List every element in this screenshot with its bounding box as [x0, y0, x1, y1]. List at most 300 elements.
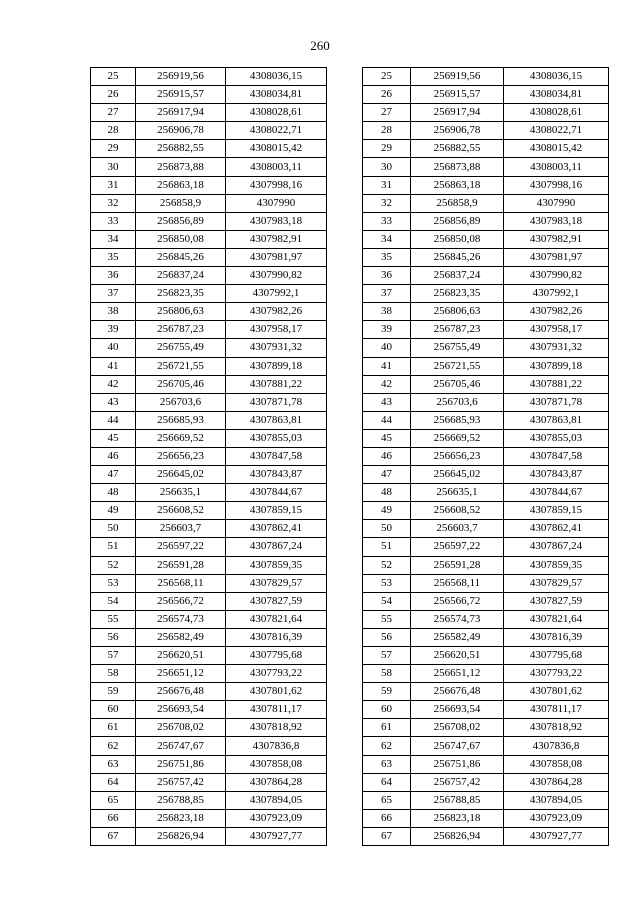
y-coordinate-cell: 4307982,26 — [504, 303, 609, 321]
table-row — [363, 737, 609, 755]
point-number-cell: 47 — [363, 466, 411, 484]
y-coordinate-cell: 4307894,05 — [226, 791, 327, 809]
x-coordinate-cell: 256837,24 — [136, 267, 226, 285]
x-coordinate-cell: 256858,9 — [136, 194, 226, 212]
y-coordinate-cell: 4308003,11 — [504, 158, 609, 176]
y-coordinate-cell: 4307821,64 — [226, 610, 327, 628]
x-coordinate-cell: 256788,85 — [136, 791, 226, 809]
point-number-cell: 46 — [363, 447, 411, 465]
table-row — [91, 303, 327, 321]
table-row — [363, 122, 609, 140]
x-coordinate-cell: 256906,78 — [136, 122, 226, 140]
point-number-cell: 42 — [91, 375, 136, 393]
x-coordinate-cell: 256566,72 — [136, 592, 226, 610]
y-coordinate-cell: 4307864,28 — [504, 773, 609, 791]
table-row — [363, 339, 609, 357]
point-number-cell: 37 — [363, 285, 411, 303]
y-coordinate-cell: 4307862,41 — [504, 520, 609, 538]
table-row — [91, 791, 327, 809]
y-coordinate-cell: 4307859,15 — [226, 502, 327, 520]
y-coordinate-cell: 4307990,82 — [504, 267, 609, 285]
x-coordinate-cell: 256669,52 — [411, 429, 504, 447]
table-row — [91, 230, 327, 248]
table-row — [91, 701, 327, 719]
y-coordinate-cell: 4307836,8 — [226, 737, 327, 755]
x-coordinate-cell: 256873,88 — [411, 158, 504, 176]
point-number-cell: 44 — [91, 411, 136, 429]
x-coordinate-cell: 256703,6 — [136, 393, 226, 411]
point-number-cell: 45 — [363, 429, 411, 447]
point-number-cell: 30 — [91, 158, 136, 176]
y-coordinate-cell: 4307958,17 — [226, 321, 327, 339]
y-coordinate-cell: 4307899,18 — [504, 357, 609, 375]
y-coordinate-cell: 4307998,16 — [504, 176, 609, 194]
table-row — [91, 466, 327, 484]
y-coordinate-cell: 4308034,81 — [504, 86, 609, 104]
x-coordinate-cell: 256806,63 — [411, 303, 504, 321]
y-coordinate-cell: 4308015,42 — [226, 140, 327, 158]
table-row — [363, 429, 609, 447]
point-number-cell: 38 — [91, 303, 136, 321]
x-coordinate-cell: 256856,89 — [411, 212, 504, 230]
table-row — [363, 755, 609, 773]
y-coordinate-cell: 4307927,77 — [504, 827, 609, 845]
point-number-cell: 25 — [363, 68, 411, 86]
point-number-cell: 61 — [363, 719, 411, 737]
y-coordinate-cell: 4307855,03 — [504, 429, 609, 447]
x-coordinate-cell: 256591,28 — [411, 556, 504, 574]
x-coordinate-cell: 256635,1 — [136, 484, 226, 502]
point-number-cell: 33 — [91, 212, 136, 230]
x-coordinate-cell: 256620,51 — [411, 647, 504, 665]
x-coordinate-cell: 256882,55 — [136, 140, 226, 158]
y-coordinate-cell: 4307983,18 — [226, 212, 327, 230]
x-coordinate-cell: 256608,52 — [136, 502, 226, 520]
point-number-cell: 47 — [91, 466, 136, 484]
x-coordinate-cell: 256757,42 — [136, 773, 226, 791]
x-coordinate-cell: 256705,46 — [136, 375, 226, 393]
point-number-cell: 58 — [91, 665, 136, 683]
table-row — [363, 267, 609, 285]
y-coordinate-cell: 4307923,09 — [504, 809, 609, 827]
y-coordinate-cell: 4307801,62 — [226, 683, 327, 701]
y-coordinate-cell: 4307899,18 — [226, 357, 327, 375]
point-number-cell: 50 — [91, 520, 136, 538]
y-coordinate-cell: 4307836,8 — [504, 737, 609, 755]
y-coordinate-cell: 4308034,81 — [226, 86, 327, 104]
point-number-cell: 38 — [363, 303, 411, 321]
y-coordinate-cell: 4307811,17 — [504, 701, 609, 719]
x-coordinate-cell: 256915,57 — [411, 86, 504, 104]
x-coordinate-cell: 256882,55 — [411, 140, 504, 158]
y-coordinate-cell: 4307859,35 — [226, 556, 327, 574]
table-row — [363, 484, 609, 502]
table-row — [91, 592, 327, 610]
x-coordinate-cell: 256708,02 — [136, 719, 226, 737]
point-number-cell: 26 — [91, 86, 136, 104]
x-coordinate-cell: 256823,18 — [411, 809, 504, 827]
table-row — [91, 447, 327, 465]
y-coordinate-cell: 4307867,24 — [226, 538, 327, 556]
table-row — [91, 357, 327, 375]
y-coordinate-cell: 4307990,82 — [226, 267, 327, 285]
y-coordinate-cell: 4307863,81 — [504, 411, 609, 429]
x-coordinate-cell: 256757,42 — [411, 773, 504, 791]
point-number-cell: 51 — [363, 538, 411, 556]
x-coordinate-cell: 256850,08 — [411, 230, 504, 248]
y-coordinate-cell: 4307844,67 — [504, 484, 609, 502]
x-coordinate-cell: 256721,55 — [136, 357, 226, 375]
x-coordinate-cell: 256685,93 — [136, 411, 226, 429]
table-row — [91, 665, 327, 683]
table-row — [91, 538, 327, 556]
x-coordinate-cell: 256693,54 — [136, 701, 226, 719]
table-row — [91, 610, 327, 628]
table-row — [91, 321, 327, 339]
point-number-cell: 55 — [363, 610, 411, 628]
x-coordinate-cell: 256656,23 — [411, 447, 504, 465]
point-number-cell: 46 — [91, 447, 136, 465]
y-coordinate-cell: 4307821,64 — [504, 610, 609, 628]
y-coordinate-cell: 4307894,05 — [504, 791, 609, 809]
point-number-cell: 36 — [91, 267, 136, 285]
table-row — [363, 393, 609, 411]
table-row — [363, 303, 609, 321]
x-coordinate-cell: 256919,56 — [411, 68, 504, 86]
table-row — [91, 68, 327, 86]
table-row — [91, 719, 327, 737]
y-coordinate-cell: 4307983,18 — [504, 212, 609, 230]
y-coordinate-cell: 4307881,22 — [504, 375, 609, 393]
y-coordinate-cell: 4307990 — [504, 194, 609, 212]
table-row — [363, 86, 609, 104]
point-number-cell: 64 — [91, 773, 136, 791]
point-number-cell: 58 — [363, 665, 411, 683]
point-number-cell: 40 — [91, 339, 136, 357]
table-row — [91, 86, 327, 104]
y-coordinate-cell: 4307998,16 — [226, 176, 327, 194]
point-number-cell: 40 — [363, 339, 411, 357]
y-coordinate-cell: 4307818,92 — [226, 719, 327, 737]
point-number-cell: 56 — [91, 628, 136, 646]
point-number-cell: 34 — [363, 230, 411, 248]
table-row — [363, 248, 609, 266]
y-coordinate-cell: 4307855,03 — [226, 429, 327, 447]
y-coordinate-cell: 4307818,92 — [504, 719, 609, 737]
point-number-cell: 67 — [363, 827, 411, 845]
table-row — [363, 285, 609, 303]
point-number-cell: 32 — [91, 194, 136, 212]
table-row — [363, 230, 609, 248]
y-coordinate-cell: 4308022,71 — [504, 122, 609, 140]
x-coordinate-cell: 256755,49 — [136, 339, 226, 357]
point-number-cell: 52 — [91, 556, 136, 574]
point-number-cell: 49 — [91, 502, 136, 520]
table-row — [91, 484, 327, 502]
x-coordinate-cell: 256705,46 — [411, 375, 504, 393]
table-row — [91, 285, 327, 303]
x-coordinate-cell: 256863,18 — [136, 176, 226, 194]
x-coordinate-cell: 256787,23 — [136, 321, 226, 339]
point-number-cell: 28 — [91, 122, 136, 140]
y-coordinate-cell: 4307816,39 — [504, 628, 609, 646]
x-coordinate-cell: 256582,49 — [136, 628, 226, 646]
table-row — [363, 556, 609, 574]
y-coordinate-cell: 4307858,08 — [504, 755, 609, 773]
point-number-cell: 37 — [91, 285, 136, 303]
point-number-cell: 30 — [363, 158, 411, 176]
point-number-cell: 27 — [91, 104, 136, 122]
table-row — [91, 122, 327, 140]
x-coordinate-cell: 256826,94 — [136, 827, 226, 845]
point-number-cell: 52 — [363, 556, 411, 574]
y-coordinate-cell: 4307793,22 — [504, 665, 609, 683]
x-coordinate-cell: 256806,63 — [136, 303, 226, 321]
y-coordinate-cell: 4307923,09 — [226, 809, 327, 827]
x-coordinate-cell: 256747,67 — [411, 737, 504, 755]
point-number-cell: 43 — [363, 393, 411, 411]
table-row — [91, 411, 327, 429]
table-row — [91, 520, 327, 538]
y-coordinate-cell: 4307859,15 — [504, 502, 609, 520]
point-number-cell: 66 — [91, 809, 136, 827]
x-coordinate-cell: 256873,88 — [136, 158, 226, 176]
y-coordinate-cell: 4307843,87 — [226, 466, 327, 484]
table-row — [363, 574, 609, 592]
x-coordinate-cell: 256645,02 — [136, 466, 226, 484]
table-row — [91, 375, 327, 393]
x-coordinate-cell: 256620,51 — [136, 647, 226, 665]
x-coordinate-cell: 256823,35 — [411, 285, 504, 303]
table-row — [91, 429, 327, 447]
table-row — [91, 248, 327, 266]
y-coordinate-cell: 4307863,81 — [226, 411, 327, 429]
table-row — [363, 411, 609, 429]
x-coordinate-cell: 256603,7 — [136, 520, 226, 538]
point-number-cell: 54 — [91, 592, 136, 610]
table-row — [363, 68, 609, 86]
x-coordinate-cell: 256755,49 — [411, 339, 504, 357]
x-coordinate-cell: 256826,94 — [411, 827, 504, 845]
y-coordinate-cell: 4307981,97 — [226, 248, 327, 266]
table-row — [363, 809, 609, 827]
y-coordinate-cell: 4307847,58 — [504, 447, 609, 465]
table-row — [91, 176, 327, 194]
x-coordinate-cell: 256917,94 — [136, 104, 226, 122]
table-row — [363, 158, 609, 176]
y-coordinate-cell: 4307827,59 — [226, 592, 327, 610]
y-coordinate-cell: 4307811,17 — [226, 701, 327, 719]
point-number-cell: 67 — [91, 827, 136, 845]
point-number-cell: 28 — [363, 122, 411, 140]
x-coordinate-cell: 256597,22 — [136, 538, 226, 556]
point-number-cell: 31 — [91, 176, 136, 194]
table-row — [91, 104, 327, 122]
y-coordinate-cell: 4307931,32 — [226, 339, 327, 357]
page-number: 260 — [310, 38, 330, 53]
y-coordinate-cell: 4307871,78 — [504, 393, 609, 411]
point-number-cell: 63 — [363, 755, 411, 773]
point-number-cell: 55 — [91, 610, 136, 628]
y-coordinate-cell: 4308028,61 — [226, 104, 327, 122]
coordinates-table-right — [362, 67, 609, 846]
y-coordinate-cell: 4307829,57 — [504, 574, 609, 592]
x-coordinate-cell: 256708,02 — [411, 719, 504, 737]
point-number-cell: 65 — [363, 791, 411, 809]
x-coordinate-cell: 256906,78 — [411, 122, 504, 140]
point-number-cell: 49 — [363, 502, 411, 520]
point-number-cell: 51 — [91, 538, 136, 556]
table-row — [91, 556, 327, 574]
table-row — [91, 339, 327, 357]
point-number-cell: 59 — [91, 683, 136, 701]
x-coordinate-cell: 256919,56 — [136, 68, 226, 86]
y-coordinate-cell: 4308036,15 — [226, 68, 327, 86]
y-coordinate-cell: 4307992,1 — [226, 285, 327, 303]
y-coordinate-cell: 4307958,17 — [504, 321, 609, 339]
table-row — [91, 158, 327, 176]
x-coordinate-cell: 256823,35 — [136, 285, 226, 303]
y-coordinate-cell: 4307795,68 — [504, 647, 609, 665]
table-row — [363, 321, 609, 339]
point-number-cell: 65 — [91, 791, 136, 809]
y-coordinate-cell: 4307982,91 — [226, 230, 327, 248]
point-number-cell: 29 — [363, 140, 411, 158]
table-row — [363, 447, 609, 465]
x-coordinate-cell: 256591,28 — [136, 556, 226, 574]
point-number-cell: 25 — [91, 68, 136, 86]
point-number-cell: 31 — [363, 176, 411, 194]
table-row — [363, 665, 609, 683]
point-number-cell: 48 — [363, 484, 411, 502]
table-row — [363, 719, 609, 737]
table-row — [363, 176, 609, 194]
table-row — [363, 375, 609, 393]
y-coordinate-cell: 4307927,77 — [226, 827, 327, 845]
point-number-cell: 44 — [363, 411, 411, 429]
x-coordinate-cell: 256845,26 — [136, 248, 226, 266]
y-coordinate-cell: 4307990 — [226, 194, 327, 212]
y-coordinate-cell: 4308022,71 — [226, 122, 327, 140]
point-number-cell: 45 — [91, 429, 136, 447]
table-row — [91, 212, 327, 230]
y-coordinate-cell: 4307992,1 — [504, 285, 609, 303]
table-row — [91, 809, 327, 827]
y-coordinate-cell: 4307847,58 — [226, 447, 327, 465]
point-number-cell: 60 — [363, 701, 411, 719]
table-row — [91, 755, 327, 773]
x-coordinate-cell: 256676,48 — [136, 683, 226, 701]
x-coordinate-cell: 256568,11 — [136, 574, 226, 592]
point-number-cell: 63 — [91, 755, 136, 773]
point-number-cell: 59 — [363, 683, 411, 701]
table-row — [91, 194, 327, 212]
point-number-cell: 32 — [363, 194, 411, 212]
point-number-cell: 53 — [363, 574, 411, 592]
point-number-cell: 33 — [363, 212, 411, 230]
y-coordinate-cell: 4307982,26 — [226, 303, 327, 321]
x-coordinate-cell: 256676,48 — [411, 683, 504, 701]
point-number-cell: 39 — [91, 321, 136, 339]
table-row — [91, 502, 327, 520]
y-coordinate-cell: 4308003,11 — [226, 158, 327, 176]
point-number-cell: 39 — [363, 321, 411, 339]
x-coordinate-cell: 256603,7 — [411, 520, 504, 538]
x-coordinate-cell: 256635,1 — [411, 484, 504, 502]
x-coordinate-cell: 256721,55 — [411, 357, 504, 375]
table-row — [91, 267, 327, 285]
table-row — [363, 628, 609, 646]
x-coordinate-cell: 256566,72 — [411, 592, 504, 610]
x-coordinate-cell: 256751,86 — [411, 755, 504, 773]
point-number-cell: 60 — [91, 701, 136, 719]
point-number-cell: 66 — [363, 809, 411, 827]
y-coordinate-cell: 4307862,41 — [226, 520, 327, 538]
x-coordinate-cell: 256574,73 — [136, 610, 226, 628]
table-row — [363, 791, 609, 809]
y-coordinate-cell: 4308036,15 — [504, 68, 609, 86]
x-coordinate-cell: 256651,12 — [136, 665, 226, 683]
x-coordinate-cell: 256645,02 — [411, 466, 504, 484]
point-number-cell: 35 — [363, 248, 411, 266]
point-number-cell: 57 — [91, 647, 136, 665]
x-coordinate-cell: 256787,23 — [411, 321, 504, 339]
table-row — [91, 827, 327, 845]
table-row — [91, 683, 327, 701]
y-coordinate-cell: 4307827,59 — [504, 592, 609, 610]
table-row — [363, 357, 609, 375]
table-row — [363, 610, 609, 628]
y-coordinate-cell: 4307816,39 — [226, 628, 327, 646]
y-coordinate-cell: 4307881,22 — [226, 375, 327, 393]
table-row — [363, 647, 609, 665]
x-coordinate-cell: 256823,18 — [136, 809, 226, 827]
y-coordinate-cell: 4308028,61 — [504, 104, 609, 122]
y-coordinate-cell: 4307871,78 — [226, 393, 327, 411]
point-number-cell: 41 — [91, 357, 136, 375]
y-coordinate-cell: 4307864,28 — [226, 773, 327, 791]
point-number-cell: 62 — [91, 737, 136, 755]
point-number-cell: 35 — [91, 248, 136, 266]
x-coordinate-cell: 256856,89 — [136, 212, 226, 230]
table-row — [91, 393, 327, 411]
y-coordinate-cell: 4307829,57 — [226, 574, 327, 592]
table-row — [363, 502, 609, 520]
point-number-cell: 42 — [363, 375, 411, 393]
y-coordinate-cell: 4307801,62 — [504, 683, 609, 701]
table-row — [363, 683, 609, 701]
y-coordinate-cell: 4307844,67 — [226, 484, 327, 502]
table-row — [363, 592, 609, 610]
table-row — [363, 538, 609, 556]
x-coordinate-cell: 256597,22 — [411, 538, 504, 556]
point-number-cell: 36 — [363, 267, 411, 285]
point-number-cell: 50 — [363, 520, 411, 538]
x-coordinate-cell: 256656,23 — [136, 447, 226, 465]
y-coordinate-cell: 4307793,22 — [226, 665, 327, 683]
y-coordinate-cell: 4307867,24 — [504, 538, 609, 556]
y-coordinate-cell: 4307931,32 — [504, 339, 609, 357]
x-coordinate-cell: 256693,54 — [411, 701, 504, 719]
table-row — [363, 104, 609, 122]
point-number-cell: 57 — [363, 647, 411, 665]
table-row — [91, 773, 327, 791]
x-coordinate-cell: 256915,57 — [136, 86, 226, 104]
point-number-cell: 26 — [363, 86, 411, 104]
table-row — [91, 647, 327, 665]
y-coordinate-cell: 4307858,08 — [226, 755, 327, 773]
point-number-cell: 27 — [363, 104, 411, 122]
